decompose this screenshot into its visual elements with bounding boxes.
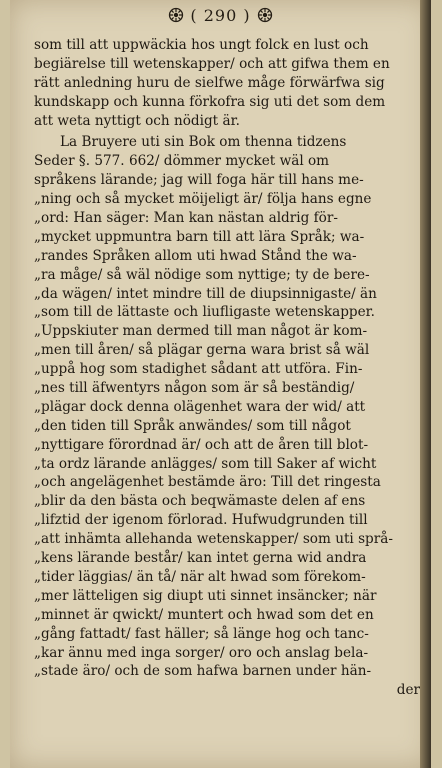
text-line: „mycket uppmuntra barn till att lära Språk; wa-	[34, 228, 365, 245]
text-line: „plägar dock denna olägenhet wara der wid/ att	[34, 398, 366, 415]
text-line: „blir da den bästa och beqwämaste delen af ens	[34, 493, 366, 510]
text-line: „kar ännu med inga sorger/ oro och anslag bela-	[34, 644, 369, 661]
text-line: „minnet är qwickt/ muntert och hwad som det en	[34, 606, 374, 623]
page-number: ( 290 )	[190, 6, 251, 25]
text-line: „nes till äfwentyrs någon som är så beständig/	[34, 380, 355, 397]
text-line: begiärelse till wetenskapper/ och att gifwa them en	[34, 55, 390, 72]
book-page	[10, 0, 431, 768]
text-line: „randes Språken allom uti hwad Stånd the wa-	[34, 247, 357, 264]
text-line: språkens lärande; jag will foga här till hans me-	[34, 172, 364, 189]
text-line: Seder §. 577. 662/ dömmer mycket wäl om	[34, 153, 330, 170]
catchword: der	[396, 682, 420, 699]
text-line: „mer lätteligen sig diupt uti sinnet insäncker; när	[34, 587, 377, 604]
text-line: „da wägen/ intet mindre till de diupsinnigaste/ än	[34, 285, 377, 302]
text-line: „gång fattadt/ fast häller; så länge hog och tanc-	[34, 625, 369, 642]
text-line: „tider läggias/ än tå/ när alt hwad som förekom-	[34, 568, 366, 585]
text-line: „lifztid der igenom förlorad. Hufwudgrunden till	[34, 512, 368, 529]
page-header	[10, 6, 431, 25]
floral-ornament-icon	[168, 7, 184, 23]
text-line: „ning och så mycket möijeligt är/ följa hans egne	[34, 191, 372, 208]
text-line: att weta nyttigt och nödigt är.	[34, 112, 240, 129]
text-line: „att inhämta allehanda wetenskapper/ som uti språ-	[34, 531, 393, 548]
text-line: „ta ordz lärande anlägges/ som till Saker af wicht	[34, 455, 377, 472]
text-line: „som till de lättaste och liufligaste wetenskapper.	[34, 304, 375, 321]
text-line: „men till åren/ så plägar gerna wara brist så wäl	[34, 342, 370, 359]
text-line: kundskapp och kunna förkofra sig uti det som dem	[34, 93, 386, 110]
page-body	[34, 36, 422, 700]
text-line: „uppå hog som stadighet sådant att utföra. Fin-	[34, 361, 363, 378]
text-line: „ra måge/ så wäl nödige som nyttige; ty de bere-	[34, 266, 370, 283]
text-line: La Bruyere uti sin Bok om thenna tidzens	[60, 134, 347, 151]
text-line: „nyttigare förordnad är/ och att de åren till blot-	[34, 436, 369, 453]
text-line: „den tiden till Språk anwändes/ som till något	[34, 417, 351, 434]
text-line: „och angelägenhet bestämde äro: Till det ringesta	[34, 474, 381, 491]
text-line: „Uppskiuter man dermed till man något är kom-	[34, 323, 368, 340]
text-line: „ord: Han säger: Man kan nästan aldrig för-	[34, 210, 338, 227]
text-line: „stade äro/ och de som hafwa barnen under hän-	[34, 663, 372, 680]
text-line: „kens lärande består/ kan intet gerna wid andra	[34, 550, 367, 567]
text-line: rätt anledning huru de sielfwe måge förwärfwa sig	[34, 74, 385, 91]
floral-ornament-icon	[257, 7, 273, 23]
text-line: som till att uppwäckia hos ungt folck en lust och	[34, 37, 369, 53]
